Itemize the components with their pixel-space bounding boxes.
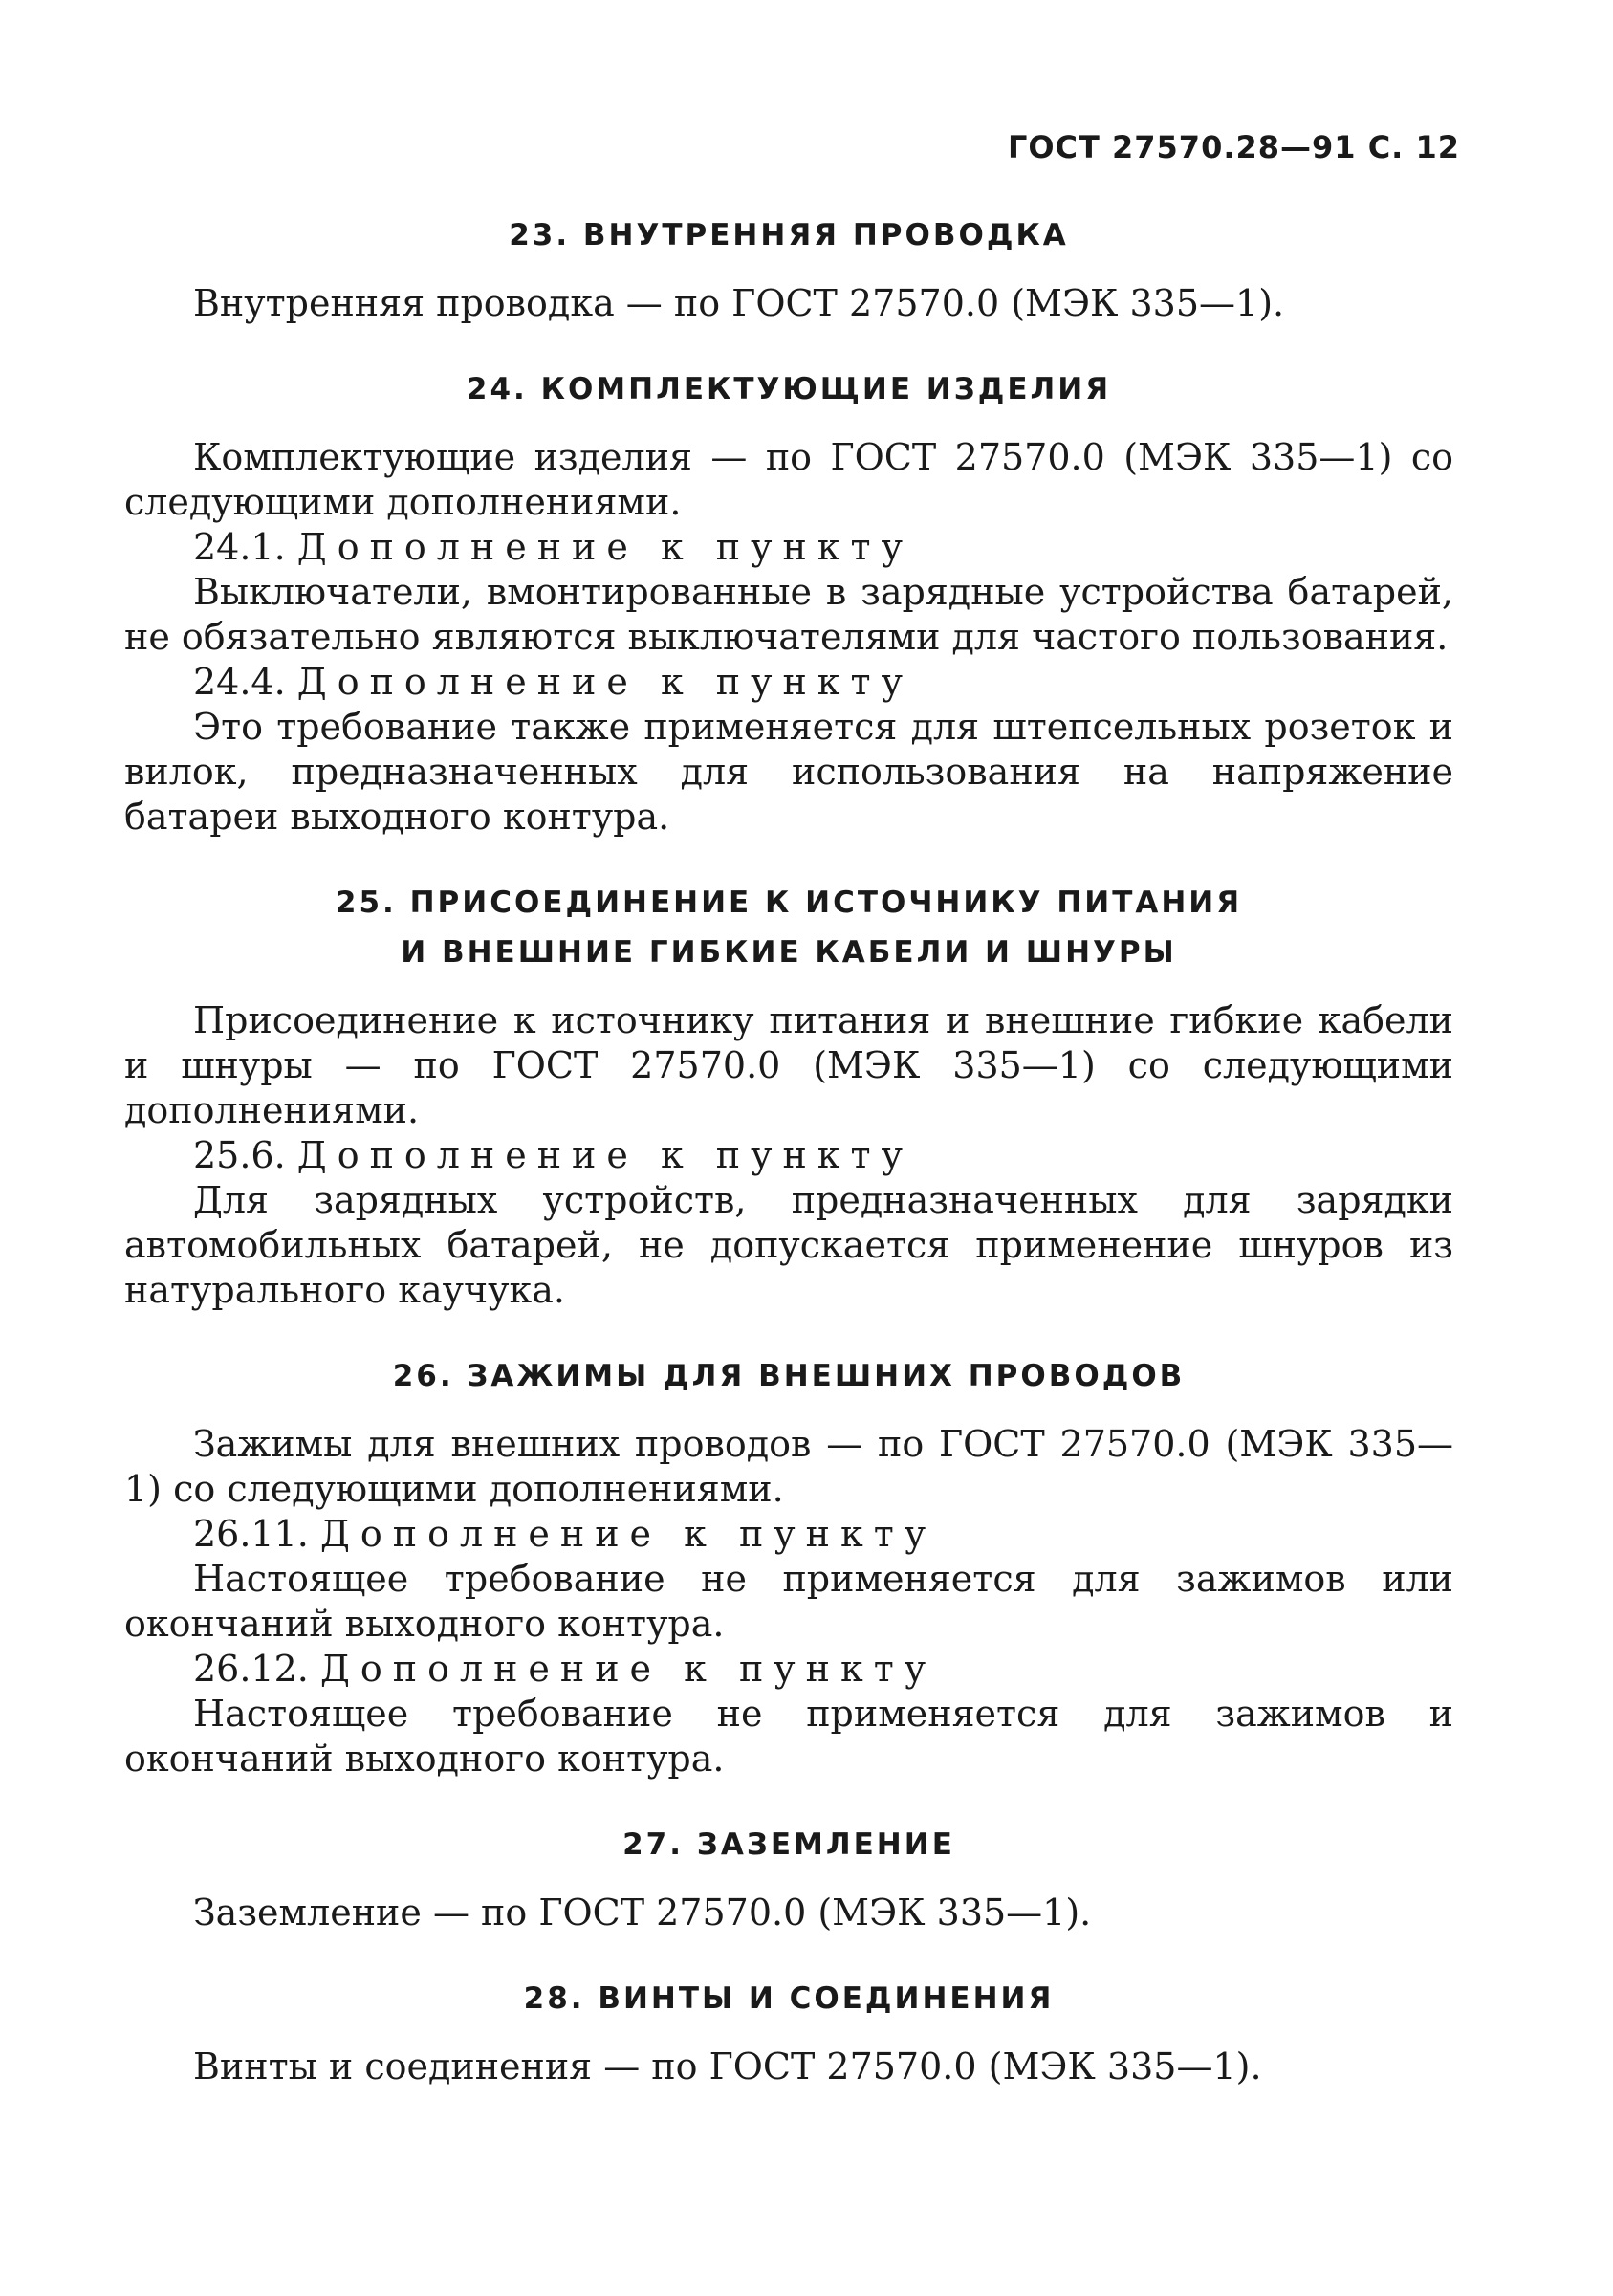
spacer [124,1935,1453,1974]
clause-number: 24.4. [193,661,286,703]
section-heading: 27. ЗАЗЕМЛЕНИЕ [622,1827,955,1862]
spacer [124,1313,1453,1351]
clause-heading [193,1512,1453,1557]
spacer [124,326,1453,364]
section-heading: 28. ВИНТЫ И СОЕДИНЕНИЯ [523,1981,1055,2016]
clause-label: Дополнение к пункту [319,1513,937,1555]
section-26 [124,1351,1453,1782]
section-heading: 24. КОМПЛЕКТУЮЩИЕ ИЗДЕЛИЯ [466,372,1112,406]
section-heading-line: И ВНЕШНИЕ ГИБКИЕ КАБЕЛИ И ШНУРЫ [401,935,1177,970]
clause-heading [193,1647,1453,1692]
section-heading-line: 25. ПРИСОЕДИНЕНИЕ К ИСТОЧНИКУ ПИТАНИЯ [335,886,1243,920]
section-28 [124,1974,1453,2089]
clause-number: 26.11. [193,1513,309,1555]
clause-text: Настоящее требование не применяется для зажимов и окончаний выходного контура. [124,1693,1453,1780]
section-24 [124,364,1453,840]
clause-text: Это требование также применяется для штепсельных розеток и вилок, предназначенных для использования на напряжение батареи выходного контура. [124,706,1453,838]
section-25 [124,878,1453,1313]
clause-text: Выключатели, вмонтированные в зарядные устройства батарей, не обязательно являются выключателями для частого пользования. [124,571,1453,658]
section-text: Внутренняя проводка — по ГОСТ 27570.0 (МЭК 335—1). [193,282,1285,324]
clause-text: Для зарядных устройств, предназначенных для зарядки автомобильных батарей, не допускается применение шнуров из натурального каучука. [124,1179,1453,1311]
section-text: Зажимы для внешних проводов — по ГОСТ 27570.0 (МЭК 335—1) со следующими дополнениями. [124,1423,1453,1510]
clause-label: Дополнение к пункту [296,526,913,568]
clause-label: Дополнение к пункту [319,1648,937,1690]
section-text: Присоединение к источнику питания и внешние гибкие кабели и шнуры — по ГОСТ 27570.0 (МЭК 335—1) со следующими дополнениями. [124,999,1453,1131]
section-text: Винты и соединения — по ГОСТ 27570.0 (МЭК 335—1). [193,2045,1262,2088]
clause-number: 24.1. [193,526,286,568]
running-head: ГОСТ 27570.28—91 С. 12 [1007,129,1460,165]
section-heading: 23. ВНУТРЕННЯЯ ПРОВОДКА [509,218,1069,252]
clause-label: Дополнение к пункту [296,661,913,703]
clause-text: Настоящее требование не применяется для зажимов или окончаний выходного контура. [124,1558,1453,1645]
clause-number: 25.6. [193,1134,286,1176]
clause-number: 26.12. [193,1648,309,1690]
clause-heading [193,1133,1453,1178]
clause-heading [193,525,1453,570]
clause-heading [193,660,1453,705]
section-23 [124,210,1453,326]
section-heading [124,878,1453,977]
section-heading: 26. ЗАЖИМЫ ДЛЯ ВНЕШНИХ ПРОВОДОВ [392,1359,1186,1393]
clause-label: Дополнение к пункту [296,1134,913,1176]
section-text: Заземление — по ГОСТ 27570.0 (МЭК 335—1). [193,1891,1092,1934]
section-27 [124,1820,1453,1935]
spacer [124,1782,1453,1820]
document-body [124,210,1453,2089]
spacer [124,840,1453,878]
section-text: Комплектующие изделия — по ГОСТ 27570.0 (МЭК 335—1) со следующими дополнениями. [124,436,1453,523]
